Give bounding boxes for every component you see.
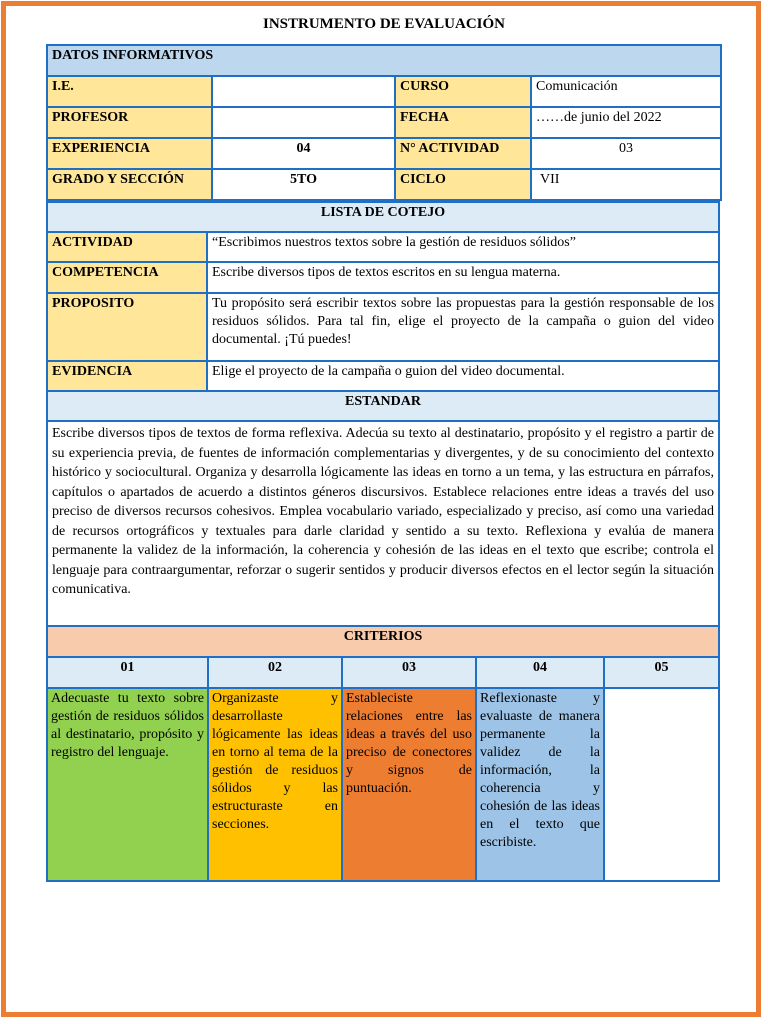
actividad-num-value: 03 — [531, 138, 721, 169]
page-title: INSTRUMENTO DE EVALUACIÓN — [263, 16, 505, 32]
criterios-table — [46, 625, 720, 882]
ciclo-value: VII — [531, 169, 721, 200]
curso-value: Comunicación — [531, 76, 721, 107]
estandar-header: ESTANDAR — [47, 391, 719, 421]
curso-label: CURSO — [395, 76, 531, 107]
datos-informativos-table — [46, 44, 722, 201]
competencia-label: COMPETENCIA — [47, 262, 207, 293]
experiencia-value: 04 — [212, 138, 395, 169]
evidencia-label: EVIDENCIA — [47, 361, 207, 391]
grado-label: GRADO Y SECCIÓN — [47, 169, 212, 200]
datos-header: DATOS INFORMATIVOS — [47, 45, 721, 76]
lista-cotejo-table — [46, 201, 720, 628]
actividad-num-label: N° ACTIVIDAD — [395, 138, 531, 169]
criterio-04-text: Reflexionaste y evaluaste de manera permanente la validez de la información, la coherencia y cohesión de las ideas en el texto que escribiste. — [476, 688, 604, 881]
fecha-label: FECHA — [395, 107, 531, 138]
criterio-number: 05 — [604, 657, 719, 688]
ie-label: I.E. — [47, 76, 212, 107]
profesor-value — [212, 107, 395, 138]
ciclo-label: CICLO — [395, 169, 531, 200]
actividad-value: “Escribimos nuestros textos sobre la gestión de residuos sólidos” — [207, 232, 719, 262]
criterio-03-text: Estableciste relaciones entre las ideas a través del uso preciso de conectores y signos de puntuación. — [342, 688, 476, 881]
criterio-05-text — [604, 688, 719, 881]
grado-value: 5TO — [212, 169, 395, 200]
evidencia-value: Elige el proyecto de la campaña o guion del video documental. — [207, 361, 719, 391]
fecha-value: ……de junio del 2022 — [531, 107, 721, 138]
experiencia-label: EXPERIENCIA — [47, 138, 212, 169]
estandar-text: Escribe diversos tipos de textos de forma reflexiva. Adecúa su texto al destinatario, propósito y el registro a partir de su experiencia previa, de fuentes de información complementarias y divergentes, y de su conocimiento del contexto histórico y sociocultural. Organiza y desarrolla lógicamente las ideas en torno a un tema, y las estructura en párrafos, capítulos o apartados de acuerdo a distintos géneros discursivos. Establece relaciones entre ideas a través del uso preciso de diversos recursos cohesivos. Emplea vocabulario variado, especializado y preciso, así como una variedad de recursos ortográficos y textuales para darle claridad y sentido a su texto. Reflexiona y evalúa de manera permanente la validez de la información, la coherencia y cohesión de las ideas en el texto que escribe; controla el lenguaje para contraargumentar, reforzar o sugerir sentidos y producir diversos efectos en el lector según la situación comunicativa. — [47, 421, 719, 627]
profesor-label: PROFESOR — [47, 107, 212, 138]
actividad-label: ACTIVIDAD — [47, 232, 207, 262]
criterio-number: 03 — [342, 657, 476, 688]
criterio-01-text: Adecuaste tu texto sobre gestión de residuos sólidos al destinatario, propósito y registro del lenguaje. — [47, 688, 208, 881]
criterio-number: 01 — [47, 657, 208, 688]
criterio-number: 04 — [476, 657, 604, 688]
criterios-header: CRITERIOS — [47, 626, 719, 657]
criterio-02-text: Organizaste y desarrollaste lógicamente las ideas en torno al tema de la gestión de residuos sólidos y las estructuraste en secciones. — [208, 688, 342, 881]
criterio-number: 02 — [208, 657, 342, 688]
proposito-value: Tu propósito será escribir textos sobre las propuestas para la gestión responsable de los residuos sólidos. Para tal fin, elige el proyecto de la campaña o guion del video documental. ¡Tú puedes! — [207, 293, 719, 361]
ie-value — [212, 76, 395, 107]
competencia-value: Escribe diversos tipos de textos escritos en su lengua materna. — [207, 262, 719, 293]
cotejo-header: LISTA DE COTEJO — [47, 202, 719, 232]
proposito-label: PROPOSITO — [47, 293, 207, 361]
